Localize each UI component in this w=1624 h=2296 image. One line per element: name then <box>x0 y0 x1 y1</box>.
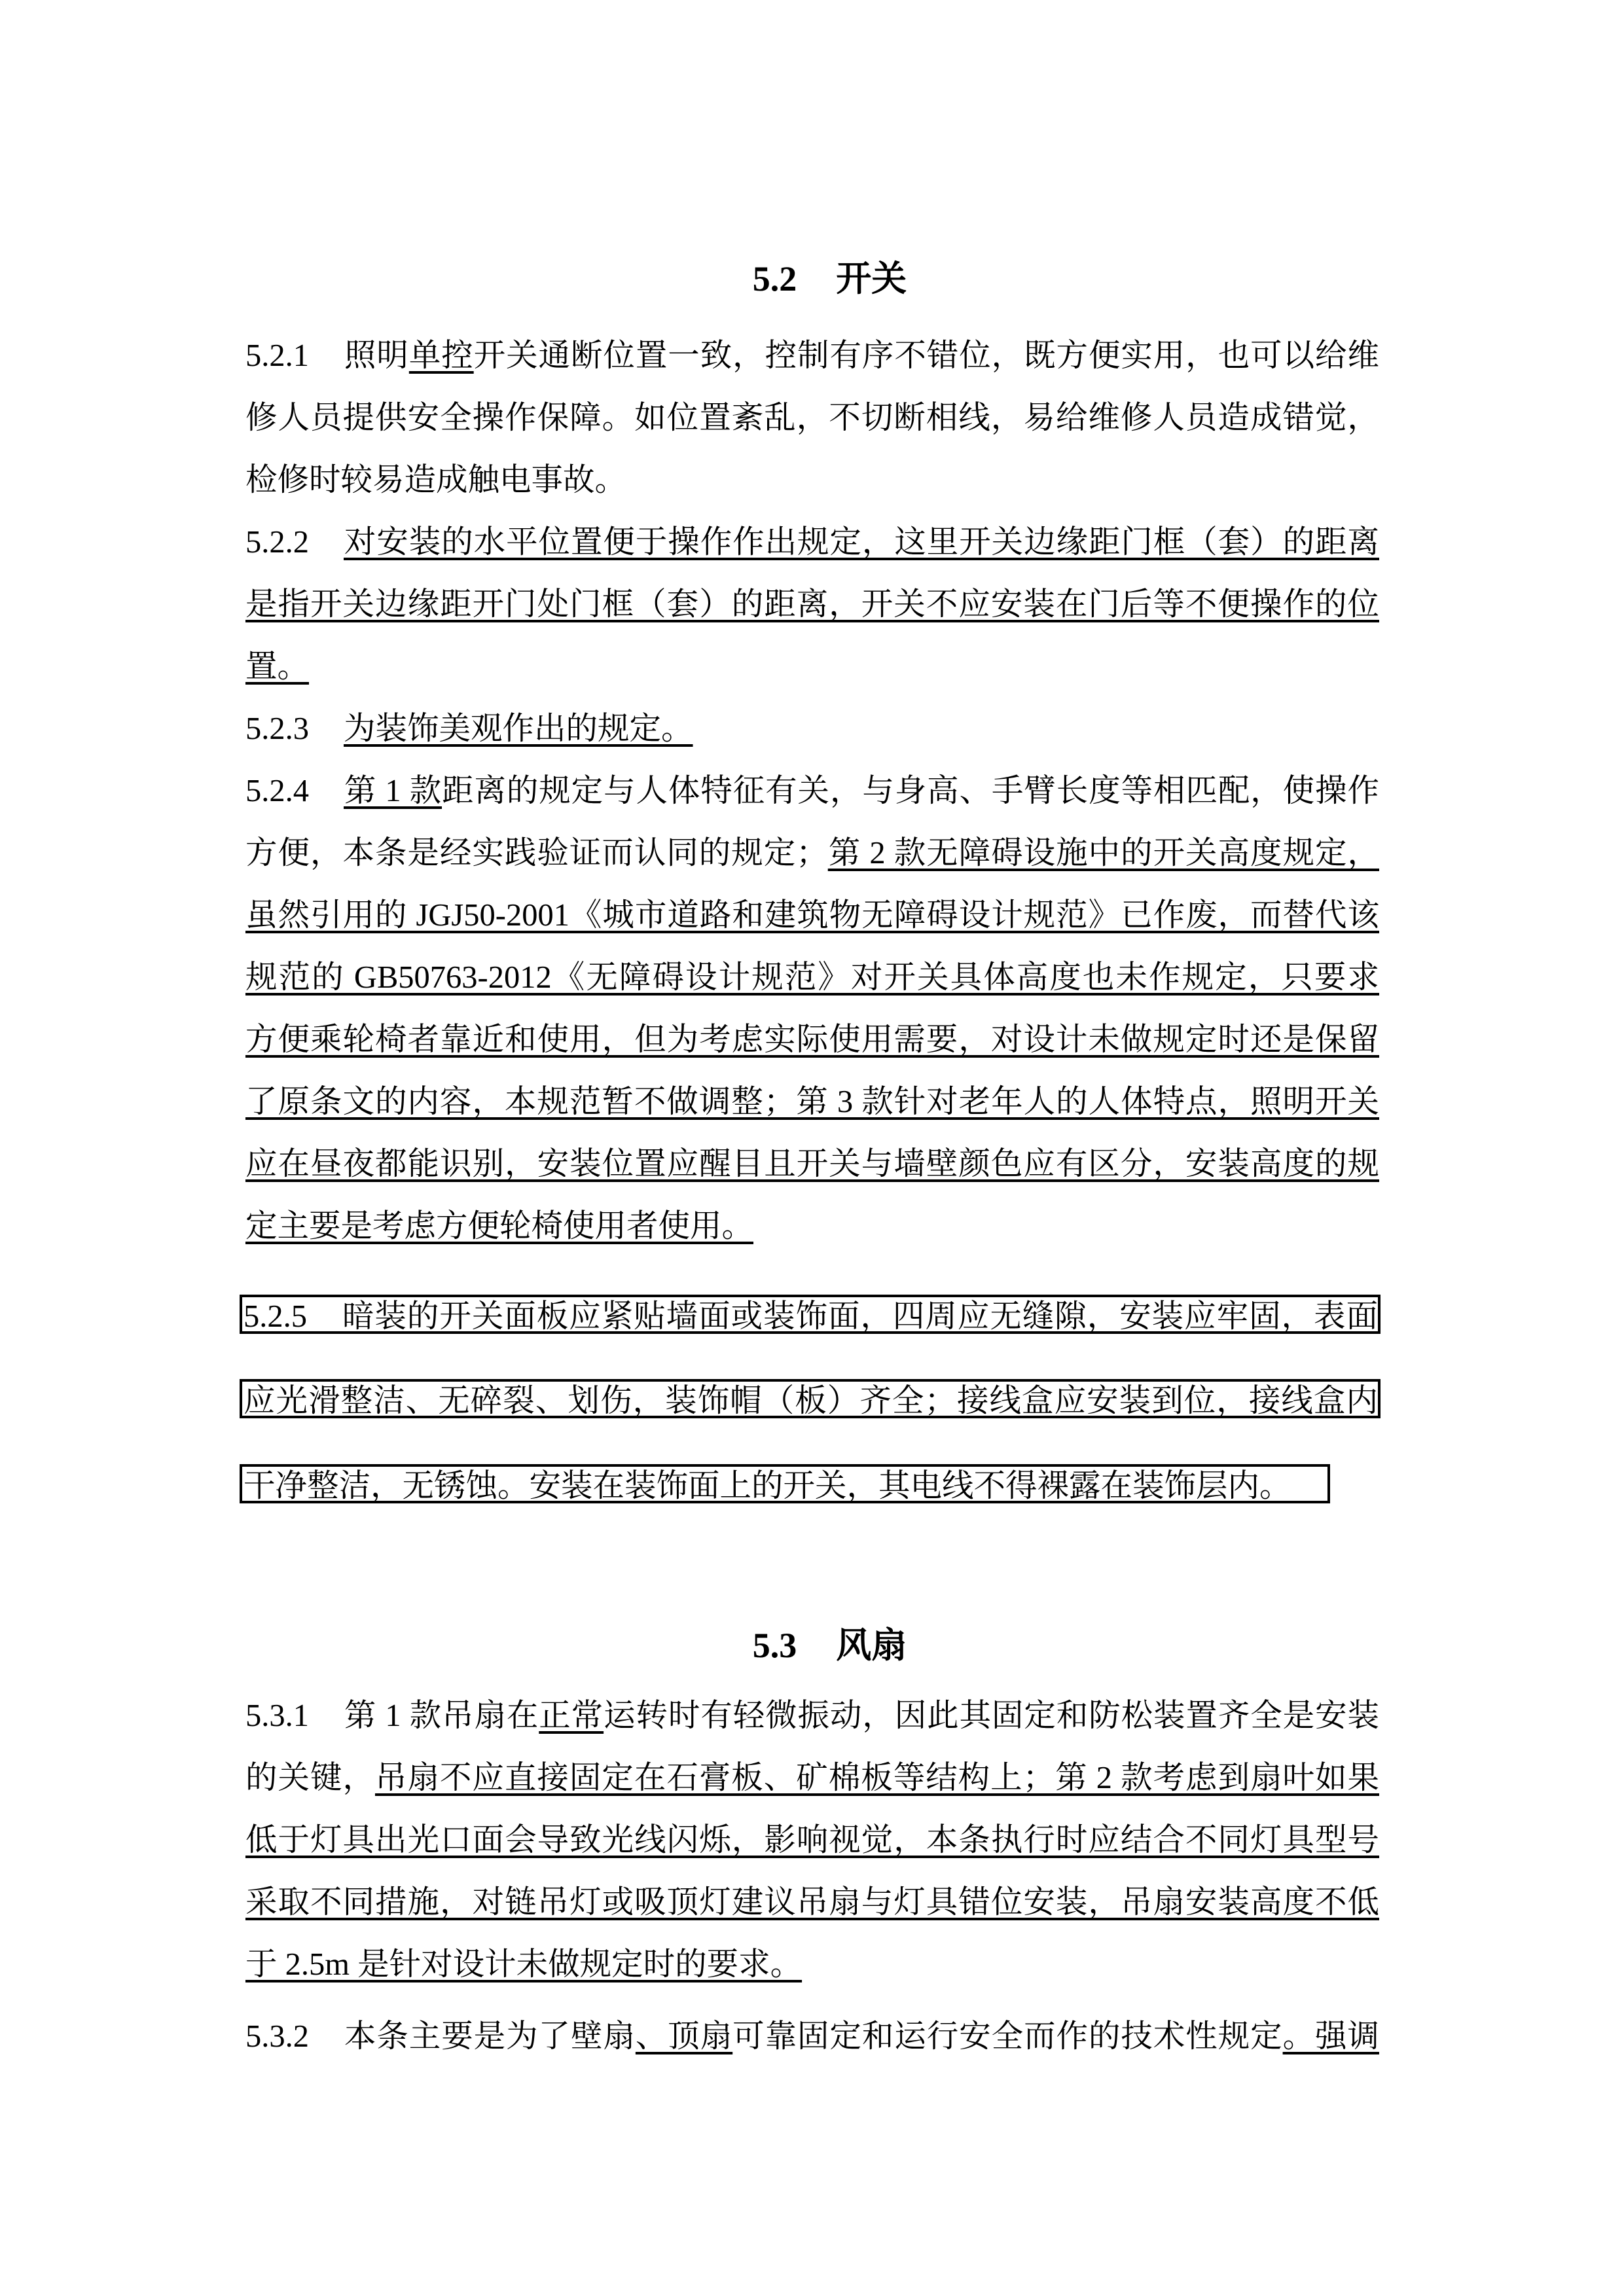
clause-line <box>245 835 1379 874</box>
clause-line-start <box>245 711 1379 750</box>
underlined-text: 对安装的水平位置便于操作作出规定，这里开关边缘距门框（套）的距离 <box>344 525 1379 560</box>
clause-line <box>245 1022 1379 1061</box>
underlined-text: 第 1 款 <box>344 774 442 808</box>
clause-text: 照明 <box>344 338 409 373</box>
clause-line <box>245 1084 1379 1123</box>
clause-text: 开关通断位置一致，控制有序不错位，既方便实用，也可以给维 <box>473 338 1379 373</box>
underlined-text: 第 2 款无障碍设施中的开关高度规定， <box>827 836 1379 870</box>
clause-text: 检修时较易造成触电事故。 <box>245 463 627 497</box>
clause-line <box>245 960 1379 999</box>
clause-line <box>245 1146 1379 1185</box>
clause-line <box>244 1299 1378 1338</box>
clause-line <box>245 462 1379 501</box>
clause-line-start <box>245 773 1379 812</box>
underlined-text: 正常 <box>539 1698 604 1733</box>
underlined-text: 规范的 GB50763-2012《无障碍设计规范》对开关具体高度也未作规定，只要求 <box>245 960 1379 995</box>
section-title: 开关 <box>836 259 907 298</box>
underlined-text: 方便乘轮椅者靠近和使用，但为考虑实际使用需要，对设计未做规定时还是保留 <box>245 1022 1379 1057</box>
clause-number: 5.3.1 <box>245 1698 309 1733</box>
clause-text: 方便，本条是经实践验证而认同的规定； <box>245 836 828 870</box>
clause-text: 应光滑整洁、无碎裂、划伤，装饰帽（板）齐全；接线盒应安装到位，接线盒内 <box>244 1384 1378 1418</box>
section-title: 风扇 <box>836 1626 907 1665</box>
underlined-text: 定主要是考虑方便轮椅使用者使用。 <box>245 1209 754 1244</box>
clause-line <box>244 1468 1327 1507</box>
clause-number: 5.2.2 <box>245 525 309 560</box>
clause-line <box>245 1208 1379 1247</box>
clause-number: 5.2.5 <box>244 1299 307 1334</box>
clause-number: 5.2.1 <box>245 338 309 373</box>
clause-line <box>245 1760 1379 1799</box>
underlined-text: 于 2.5m 是针对设计未做规定时的要求。 <box>245 1947 803 1982</box>
clause-text: 的关键， <box>245 1761 375 1795</box>
section-heading <box>0 220 1624 338</box>
section-heading <box>0 1587 1624 1704</box>
underlined-text: 置。 <box>245 649 310 684</box>
clause-text: 可靠固定和运行安全而作的技术性规定 <box>732 2019 1283 2054</box>
clause-line <box>244 1383 1378 1422</box>
clause-number: 5.2.3 <box>245 711 309 746</box>
section-number: 5.2 <box>752 259 797 298</box>
underlined-text: 低于灯具出光口面会导致光线闪烁，影响视觉，本条执行时应结合不同灯具型号 <box>245 1823 1379 1857</box>
underlined-text: 吊扇不应直接固定在石膏板、矿棉板等结构上；第 2 款考虑到扇叶如果 <box>374 1761 1379 1795</box>
clause-line-start <box>245 1698 1379 1737</box>
section-number: 5.3 <box>752 1626 797 1665</box>
clause-line <box>245 1822 1379 1861</box>
underlined-text: 采取不同措施，对链吊灯或吸顶灯建议吊扇与灯具错位安装，吊扇安装高度不低 <box>245 1885 1379 1920</box>
clause-line-start <box>245 524 1379 564</box>
boxed-line <box>240 1464 1330 1503</box>
clause-line <box>245 649 1379 688</box>
underlined-text: 、顶扇 <box>635 2019 733 2054</box>
clause-text: 运转时有轻微振动，因此其固定和防松装置齐全是安装 <box>604 1698 1379 1733</box>
clause-line <box>245 586 1379 626</box>
underlined-text: 了原条文的内容，本规范暂不做调整；第 3 款针对老年人的人体特点，照明开关 <box>245 1085 1379 1119</box>
clause-text: 第 1 款吊扇在 <box>344 1698 539 1733</box>
clause-number: 5.2.4 <box>245 774 309 808</box>
clause-text: 修人员提供安全操作保障。如位置紊乱，不切断相线，易给维修人员造成错觉， <box>245 401 1379 435</box>
underlined-text: 为装饰美观作出的规定。 <box>344 711 693 746</box>
clause-line <box>245 400 1379 439</box>
clause-line-start <box>245 338 1379 377</box>
underlined-text: 是指开关边缘距开门处门框（套）的距离，开关不应安装在门后等不便操作的位 <box>245 587 1379 622</box>
clause-line-start <box>245 2018 1379 2058</box>
boxed-line <box>240 1379 1380 1418</box>
clause-text: 距离的规定与人体特征有关，与身高、手臂长度等相匹配，使操作 <box>442 774 1379 808</box>
clause-text: 暗装的开关面板应紧贴墙面或装饰面，四周应无缝隙，安装应牢固，表面 <box>342 1299 1378 1334</box>
clause-text: 本条主要是为了壁扇 <box>344 2019 636 2054</box>
clause-number: 5.3.2 <box>245 2019 309 2054</box>
underlined-text: 。强调 <box>1282 2019 1379 2054</box>
clause-line <box>245 897 1379 937</box>
clause-text: 干净整洁，无锈蚀。安装在装饰面上的开关，其电线不得裸露在装饰层内。 <box>244 1469 1291 1503</box>
boxed-line <box>240 1295 1380 1334</box>
underlined-text: 单控 <box>408 338 474 373</box>
clause-line <box>245 1946 1379 1986</box>
clause-line <box>245 1884 1379 1924</box>
underlined-text: 虽然引用的 JGJ50-2001《城市道路和建筑物无障碍设计规范》已作废，而替代该 <box>245 898 1379 933</box>
underlined-text: 应在昼夜都能识别，安装位置应醒目且开关与墙壁颜色应有区分，安装高度的规 <box>245 1147 1379 1181</box>
